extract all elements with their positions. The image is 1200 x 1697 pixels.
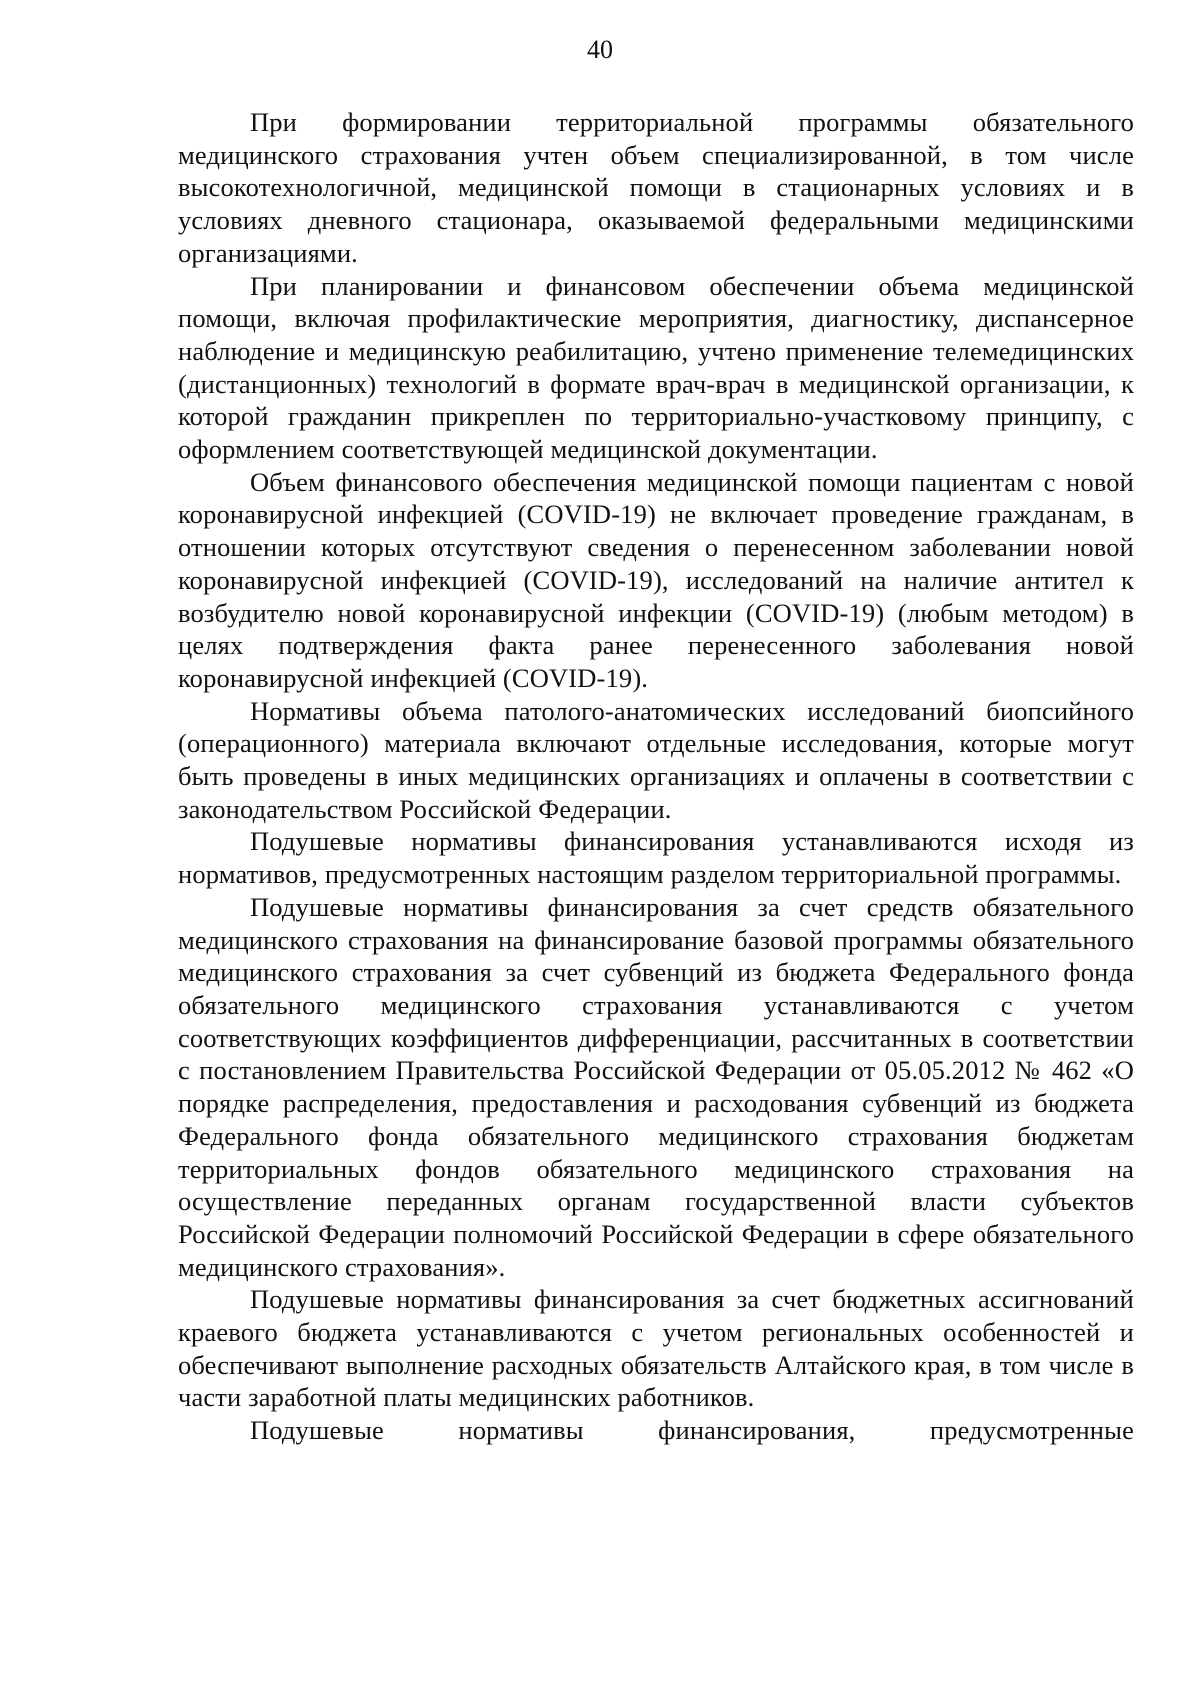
paragraph-telemedicine: При планировании и финансовом обеспечении объема медицинской помощи, включая профилактические мероприятия, диагностику, диспансерное наблюдение и медицинскую реабилитацию, учтено применение телемедицинских (дистанционных) технологий в формате врач-врач в медицинской организации, к которой гражданин прикреплен по территориально-участковому принципу, с оформлением соответствующей медицинской документации. bbox=[178, 270, 1134, 465]
paragraph-oms-subventions: Подушевые нормативы финансирования за счет средств обязательного медицинского страхования на финансирование базовой программы обязательного медицинского страхования за счет субвенций из бюджета Федерального фонда обязательного медицинского страхования устанавливаются с учетом соответствующих коэффициентов дифференциации, рассчитанных в соответствии с постановлением Правительства Российской Федерации от 05.05.2012 № 462 «О порядке распределения, предоставления и расходования субвенций из бюджета Федерального фонда обязательного медицинского страхования бюджетам территориальных фондов обязательного медицинского страхования на осуществление переданных органам государственной власти субъектов Российской Федерации полномочий Российской Федерации в сфере обязательного медицинского страхования». bbox=[178, 891, 1134, 1282]
paragraph-pathology-norms: Нормативы объема патолого-анатомических исследований биопсийного (операционного) материала включают отдельные исследования, которые могут быть проведены в иных медицинских организациях и оплачены в соответствии с законодательством Российской Федерации. bbox=[178, 695, 1134, 824]
paragraph-per-capita-norms: Подушевые нормативы финансирования устанавливаются исходя из нормативов, предусмотренных настоящим разделом территориальной программы. bbox=[178, 826, 1134, 890]
paragraph-continued: Подушевые нормативы финансирования, предусмотренные bbox=[250, 1415, 1134, 1446]
paragraph-regional-budget: Подушевые нормативы финансирования за счет бюджетных ассигнований краевого бюджета устанавливаются с учетом региональных особенностей и обеспечивают выполнение расходных обязательств Алтайского края, в том числе в части заработной платы медицинских работников. bbox=[178, 1284, 1134, 1413]
page-number: 40 bbox=[587, 35, 613, 64]
paragraph-federal-organizations: При формировании территориальной программы обязательного медицинского страхования учтен объем специализированной, в том числе высокотехнологичной, медицинской помощи в стационарных условиях и в условиях дневного стационара, оказываемой федеральными медицинскими организациями. bbox=[178, 107, 1134, 268]
paragraph-covid-antibodies: Объем финансового обеспечения медицинской помощи пациентам с новой коронавирусной инфекцией (COVID-19) не включает проведение гражданам, в отношении которых отсутствуют сведения о перенесенном заболевании новой коронавирусной инфекцией (COVID-19), исследований на наличие антител к возбудителю новой коронавирусной инфекции (COVID-19) (любым методом) в целях подтверждения факта ранее перенесенного заболевания новой коронавирусной инфекцией (COVID-19). bbox=[178, 466, 1134, 693]
document-body bbox=[178, 106, 1134, 1447]
